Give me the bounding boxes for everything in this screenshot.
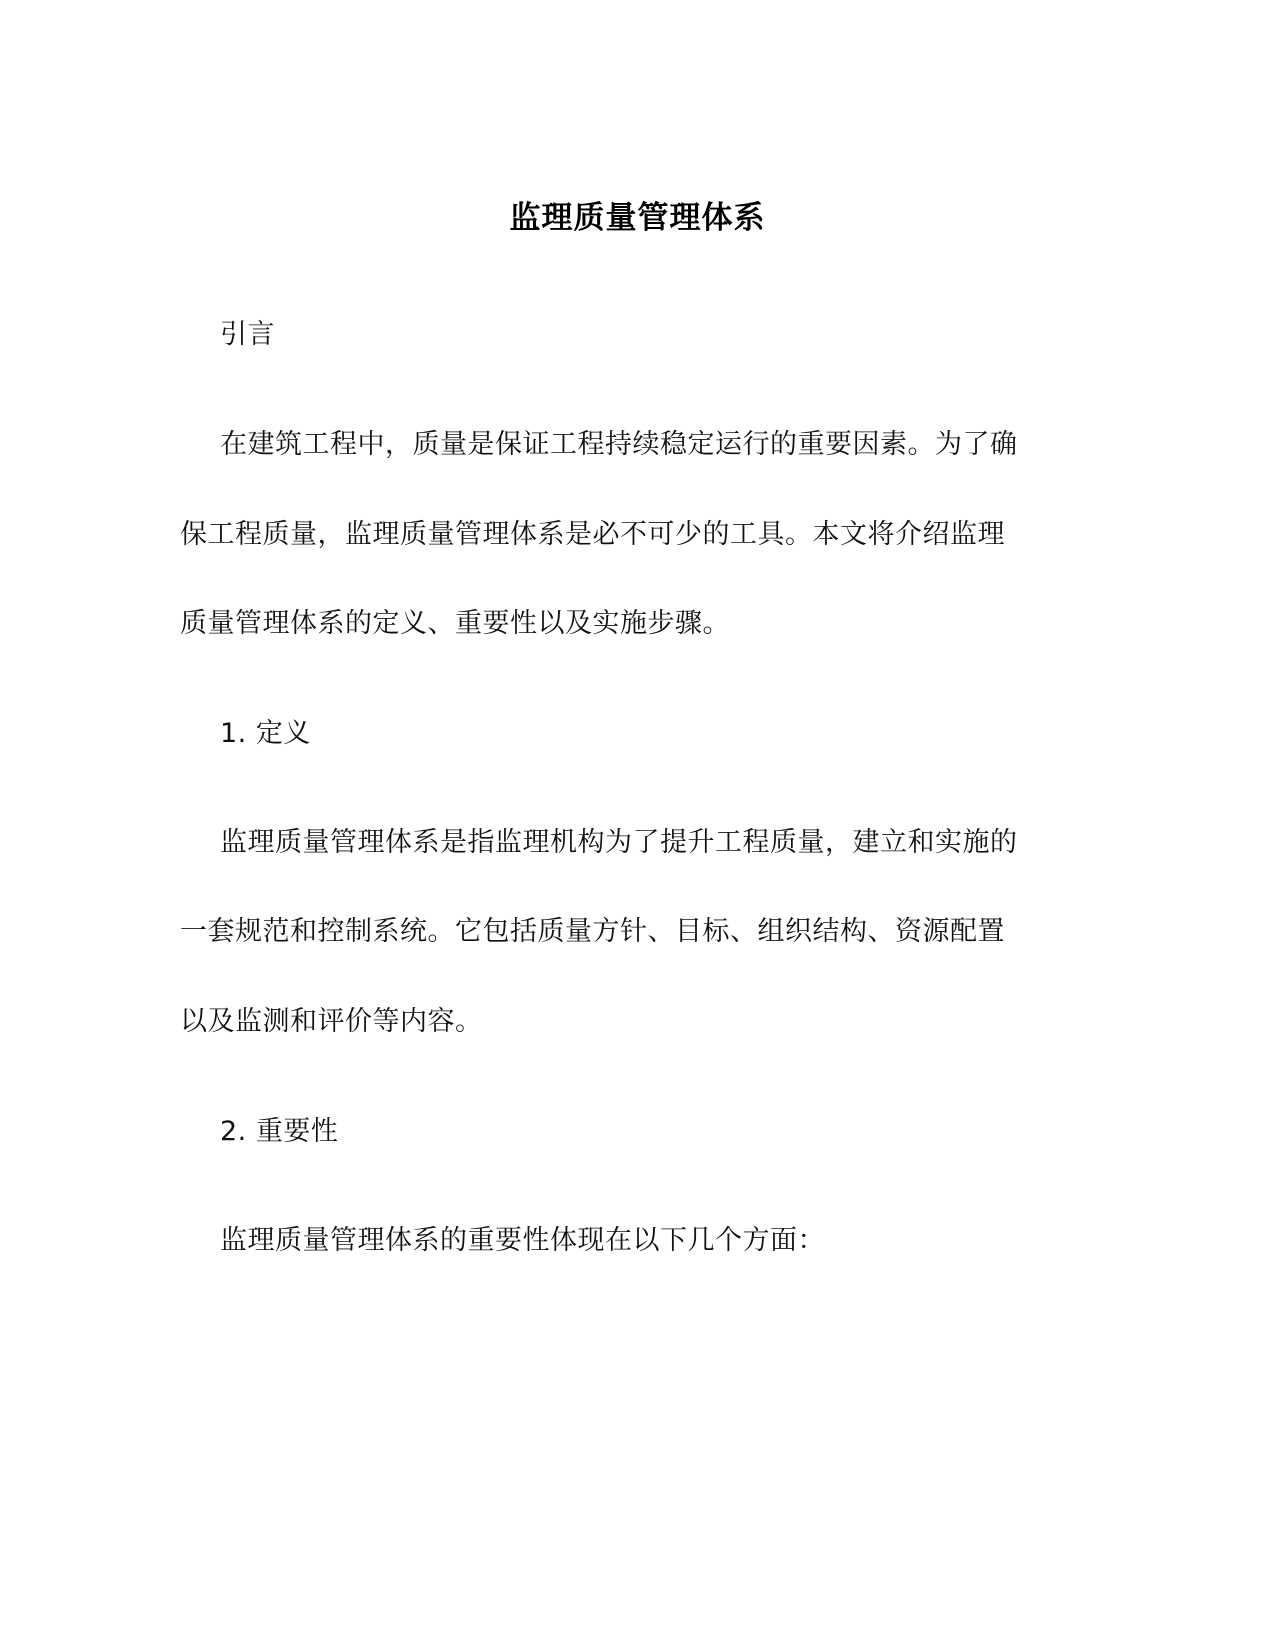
section-heading-intro: 引言 xyxy=(220,319,275,350)
paragraph-line: 一套规范和控制系统。它包括质量方针、目标、组织结构、资源配置 xyxy=(180,916,1005,947)
section-heading-importance: 2. 重要性 xyxy=(220,1116,339,1147)
paragraph-line: 监理质量管理体系的重要性体现在以下几个方面： xyxy=(220,1225,825,1256)
document-title: 监理质量管理体系 xyxy=(509,200,766,236)
paragraph-line: 保工程质量，监理质量管理体系是必不可少的工具。本文将介绍监理 xyxy=(180,519,1005,550)
paragraph-line: 监理质量管理体系是指监理机构为了提升工程质量，建立和实施的 xyxy=(220,827,1018,858)
section-heading-definition: 1. 定义 xyxy=(220,718,311,749)
paragraph-line: 质量管理体系的定义、重要性以及实施步骤。 xyxy=(180,608,730,639)
paragraph-line: 在建筑工程中，质量是保证工程持续稳定运行的重要因素。为了确 xyxy=(220,429,1018,460)
paragraph-line: 以及监测和评价等内容。 xyxy=(180,1006,483,1037)
